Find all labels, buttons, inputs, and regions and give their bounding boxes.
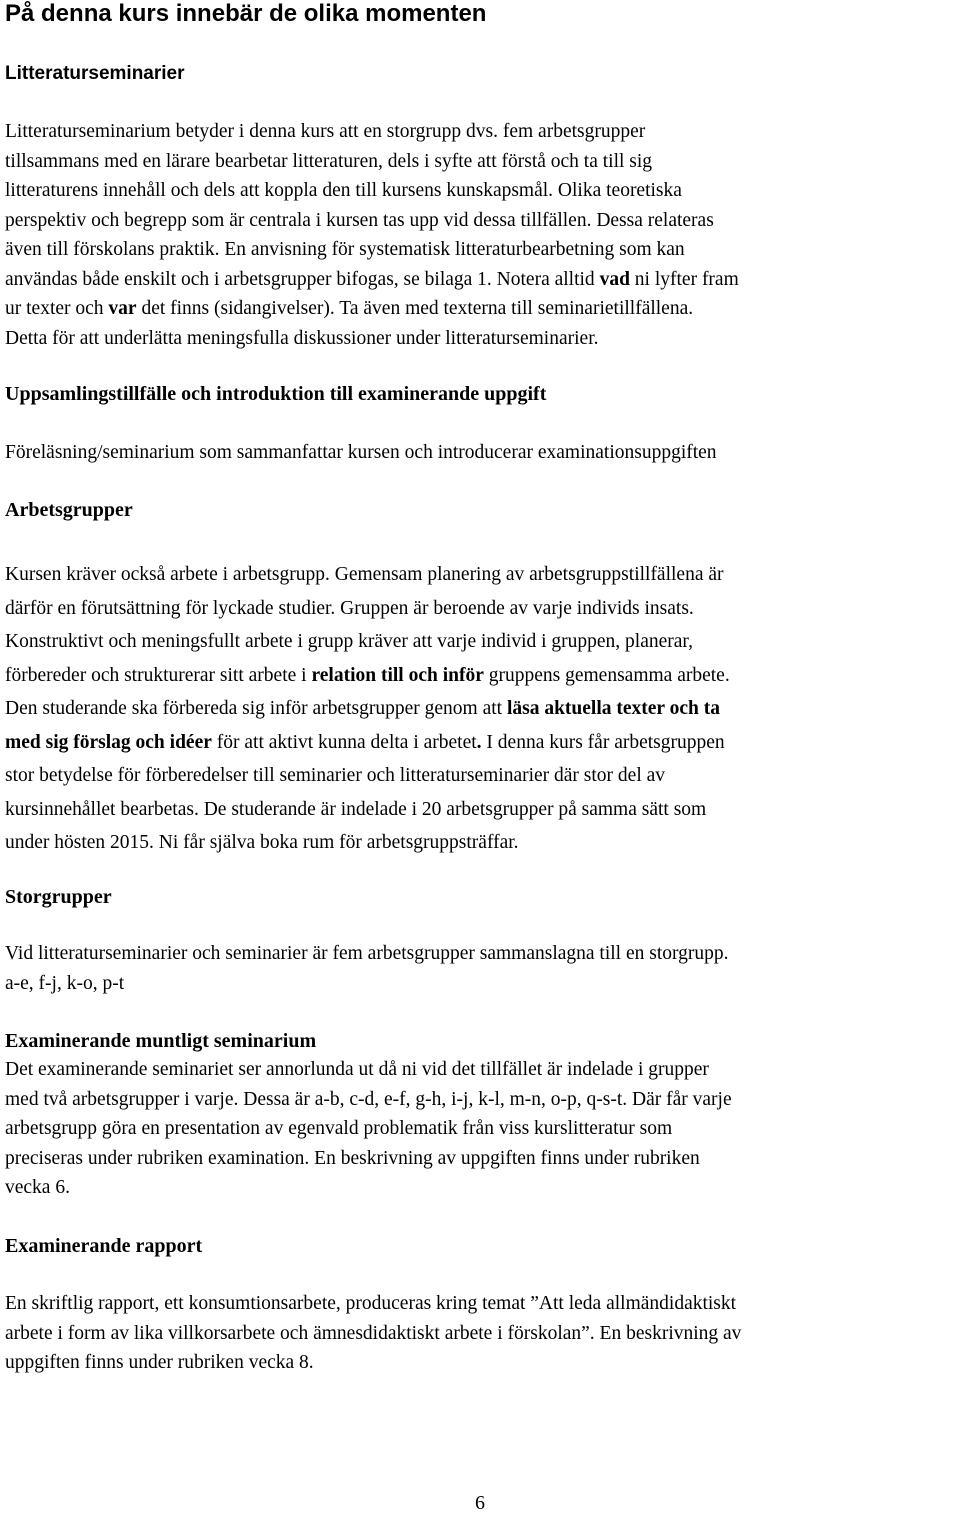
text-segment: ni lyfter fram — [629, 268, 739, 290]
text-segment: tillsammans med en lärare bearbetar litteraturen, dels i syfte att förstå och ta till sig — [5, 150, 653, 172]
text-segment: Litteraturseminarium betyder i denna kurs att en storgrupp dvs. fem arbetsgrupper — [5, 121, 646, 142]
bold-text: . — [476, 731, 482, 753]
text-segment: även till förskolans praktik. En anvisning för systematisk litteraturbearbetning som kan — [5, 239, 685, 260]
text-line — [5, 1173, 957, 1203]
text-line — [5, 625, 957, 659]
text-segment: med två arbetsgrupper i varje. Dessa är a-b, c-d, e-f, g-h, i-j, k-l, m-n, o-p, q-s-t. Där får varje — [5, 1088, 732, 1110]
text-line — [5, 1085, 957, 1115]
paragraph-uppsamlingstillfalle: Föreläsning/seminarium som sammanfattar kursen och introducerar examinationsuppgiften — [5, 442, 717, 463]
text-segment: Vid litteraturseminarier och seminarier är fem arbetsgrupper sammanslagna till en storgrupp. — [5, 943, 729, 964]
text-line — [5, 558, 957, 592]
text-segment: stor betydelse för förberedelser till seminarier och litteraturseminarier där stor del av — [5, 765, 666, 786]
text-segment: a-e, f-j, k-o, p-t — [5, 972, 125, 994]
text-segment: Kursen kräver också arbete i arbetsgrupp. Gemensam planering av arbetsgruppstillfällena är — [5, 564, 724, 585]
text-segment: för att aktivt kunna delta i arbetet — [211, 731, 477, 753]
text-line — [5, 793, 957, 827]
text-segment: användas både enskilt och i arbetsgrupper bifogas, se bilaga 1. Notera alltid — [5, 268, 600, 290]
text-segment: under hösten 2015. Ni får själva boka rum för arbetsgruppsträffar. — [5, 832, 519, 853]
text-line — [5, 206, 957, 236]
text-line — [5, 726, 957, 760]
text-segment: arbetsgrupp göra en presentation av egenvald problematik från viss kurslitteratur som — [5, 1118, 673, 1139]
heading-storgrupper: Storgrupper — [5, 886, 112, 908]
text-line — [5, 1144, 957, 1174]
text-line — [5, 1289, 957, 1319]
bold-text: med sig förslag och idéer — [5, 731, 212, 753]
text-segment: Det examinerande seminariet ser annorlunda ut då ni vid det tillfället är indelade i grupper — [5, 1059, 709, 1080]
heading-examinerande-muntligt-seminarium: Examinerande muntligt seminarium — [5, 1030, 317, 1052]
text-segment: preciseras under rubriken examination. En beskrivning av uppgiften finns under rubriken — [5, 1147, 700, 1169]
text-segment: därför en förutsättning för lyckade studier. Gruppen är beroende av varje individs insats. — [5, 597, 694, 619]
text-segment: Konstruktivt och meningsfullt arbete i grupp kräver att varje individ i gruppen, planerar, — [5, 631, 694, 652]
text-line — [5, 759, 957, 793]
heading-examinerande-rapport: Examinerande rapport — [5, 1235, 203, 1257]
text-line — [5, 592, 957, 626]
text-segment: Den studerande ska förbereda sig inför arbetsgrupper genom att — [5, 698, 507, 719]
paragraph-arbetsgrupper — [5, 558, 957, 860]
text-line — [5, 1348, 957, 1378]
bold-text: relation till och inför — [311, 664, 484, 686]
text-line — [5, 1055, 957, 1085]
text-segment: förbereder och strukturerar sitt arbete i — [5, 664, 312, 686]
text-line — [5, 659, 957, 693]
text-segment: arbete i form av lika villkorsarbete och ämnesdidaktiskt arbete i förskolan”. En beskrivning av — [5, 1322, 742, 1344]
text-segment: uppgiften finns under rubriken vecka 8. — [5, 1352, 314, 1373]
text-line — [5, 117, 957, 147]
text-segment: det finns (sidangivelser). Ta även med texterna till seminarietillfällena. — [136, 298, 694, 319]
text-segment: perspektiv och begrepp som är centrala i kursen tas upp vid dessa tillfällen. Dessa relateras — [5, 209, 714, 231]
text-line — [5, 147, 957, 177]
text-line — [5, 294, 957, 324]
text-line — [5, 176, 957, 206]
text-segment: gruppens gemensamma arbete. — [483, 664, 730, 686]
text-line — [5, 265, 957, 295]
text-segment: litteraturens innehåll och dels att koppla den till kursens kunskapsmål. Olika teoretiska — [5, 180, 682, 201]
page-number: 6 — [475, 1492, 485, 1514]
text-segment: Detta för att underlätta meningsfulla diskussioner under litteraturseminarier. — [5, 327, 599, 349]
heading-litteraturseminarier: Litteraturseminarier — [5, 63, 185, 84]
heading-uppsamlingstillfalle: Uppsamlingstillfälle och introduktion till examinerande uppgift — [5, 383, 547, 405]
bold-text: var — [108, 298, 137, 319]
page-title: På denna kurs innebär de olika momenten — [5, 0, 487, 27]
paragraph-litteraturseminarier — [5, 117, 957, 353]
bold-text: vad — [599, 268, 630, 290]
text-segment: I denna kurs får arbetsgruppen — [481, 731, 725, 753]
paragraph-storgrupper — [5, 939, 957, 998]
text-line — [5, 1319, 957, 1349]
text-segment: kursinnehållet bearbetas. De studerande är indelade i 20 arbetsgrupper på samma sätt som — [5, 798, 707, 820]
text-line — [5, 324, 957, 354]
text-line — [5, 692, 957, 726]
bold-text: läsa aktuella texter och ta — [506, 698, 720, 719]
paragraph-examinerande-rapport — [5, 1289, 957, 1378]
text-segment: En skriftlig rapport, ett konsumtionsarbete, produceras kring temat ”Att leda allmändidaktiskt — [5, 1293, 737, 1314]
text-line — [5, 826, 957, 860]
text-line — [5, 939, 957, 969]
text-segment: ur texter och — [5, 298, 109, 319]
text-line — [5, 969, 957, 999]
paragraph-examinerande-muntligt-seminarium — [5, 1055, 957, 1203]
text-line — [5, 235, 957, 265]
text-line — [5, 1114, 957, 1144]
heading-arbetsgrupper: Arbetsgrupper — [5, 499, 133, 521]
text-segment: vecka 6. — [5, 1177, 70, 1198]
